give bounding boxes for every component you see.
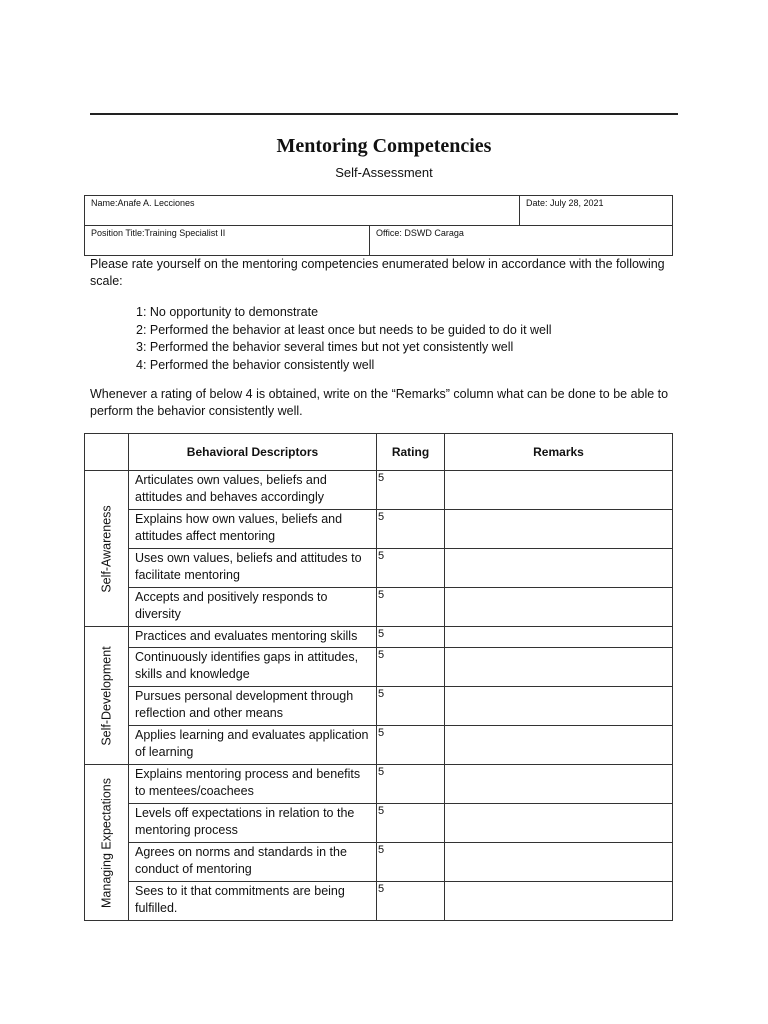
remarks-cell[interactable]: [445, 648, 673, 687]
table-row: [85, 843, 673, 882]
table-row: [85, 726, 673, 765]
rating-cell[interactable]: 5: [377, 471, 445, 510]
category-cell: [85, 471, 129, 627]
remarks-cell[interactable]: [445, 627, 673, 648]
descriptor-cell: Articulates own values, beliefs and attitudes and behaves accordingly: [129, 471, 377, 510]
category-cell: [85, 627, 129, 765]
remarks-cell[interactable]: [445, 882, 673, 921]
date-field: Date: July 28, 2021: [520, 196, 673, 226]
header-category: [85, 434, 129, 471]
remarks-cell[interactable]: [445, 843, 673, 882]
competency-table: [84, 433, 673, 921]
descriptor-cell: Explains mentoring process and benefits to mentees/coachees: [129, 765, 377, 804]
category-label: Self-Awareness: [99, 504, 113, 593]
name-field: Name:Anafe A. Lecciones: [85, 196, 520, 226]
table-row: [85, 648, 673, 687]
rating-cell[interactable]: 5: [377, 510, 445, 549]
header-descriptors: Behavioral Descriptors: [129, 434, 377, 471]
table-row: [85, 627, 673, 648]
rating-cell[interactable]: 5: [377, 804, 445, 843]
descriptor-cell: Sees to it that commitments are being fulfilled.: [129, 882, 377, 921]
descriptor-cell: Continuously identifies gaps in attitudes, skills and knowledge: [129, 648, 377, 687]
scale-item: 3: Performed the behavior several times but not yet consistently well: [136, 340, 514, 354]
rating-cell[interactable]: 5: [377, 882, 445, 921]
descriptor-cell: Levels off expectations in relation to the mentoring process: [129, 804, 377, 843]
rating-cell[interactable]: 5: [377, 648, 445, 687]
descriptor-cell: Explains how own values, beliefs and attitudes affect mentoring: [129, 510, 377, 549]
rating-cell[interactable]: 5: [377, 726, 445, 765]
rating-cell[interactable]: 5: [377, 588, 445, 627]
remarks-note: Whenever a rating of below 4 is obtained, write on the “Remarks” column what can be done to be able to perform the behavior consistently well.: [90, 387, 669, 418]
remarks-cell[interactable]: [445, 804, 673, 843]
header-rule: [90, 113, 678, 115]
scale-item: 2: Performed the behavior at least once but needs to be guided to do it well: [136, 322, 552, 337]
header-remarks: Remarks: [445, 434, 673, 471]
rating-cell[interactable]: 5: [377, 765, 445, 804]
info-table: [84, 195, 673, 256]
table-row: [85, 510, 673, 549]
category-label: Managing Expectations: [99, 777, 113, 908]
remarks-cell[interactable]: [445, 726, 673, 765]
table-row: [85, 765, 673, 804]
descriptor-cell: Uses own values, beliefs and attitudes to facilitate mentoring: [129, 549, 377, 588]
header-rating: Rating: [377, 434, 445, 471]
page-title: Mentoring Competencies: [276, 135, 492, 157]
remarks-cell[interactable]: [445, 687, 673, 726]
descriptor-cell: Agrees on norms and standards in the conduct of mentoring: [129, 843, 377, 882]
remarks-cell[interactable]: [445, 471, 673, 510]
table-row: [85, 804, 673, 843]
category-label: Self-Development: [99, 645, 113, 746]
position-field: Position Title:Training Specialist II: [85, 226, 370, 256]
rating-cell[interactable]: 5: [377, 843, 445, 882]
remarks-cell[interactable]: [445, 510, 673, 549]
rating-cell[interactable]: 5: [377, 627, 445, 648]
rating-cell[interactable]: 5: [377, 687, 445, 726]
descriptor-cell: Pursues personal development through reflection and other means: [129, 687, 377, 726]
category-cell: [85, 765, 129, 921]
descriptor-cell: Accepts and positively responds to diversity: [129, 588, 377, 627]
scale-item: 4: Performed the behavior consistently well: [136, 357, 375, 372]
table-row: [85, 588, 673, 627]
descriptor-cell: Applies learning and evaluates application of learning: [129, 726, 377, 765]
remarks-cell[interactable]: [445, 549, 673, 588]
rating-scale: [136, 304, 552, 374]
table-row: [85, 882, 673, 921]
remarks-cell[interactable]: [445, 588, 673, 627]
page-subtitle: Self-Assessment: [335, 165, 433, 180]
descriptor-cell: Practices and evaluates mentoring skills: [129, 627, 377, 648]
table-row: [85, 687, 673, 726]
table-row: [85, 471, 673, 510]
remarks-cell[interactable]: [445, 765, 673, 804]
scale-item: 1: No opportunity to demonstrate: [136, 305, 319, 319]
rating-cell[interactable]: 5: [377, 549, 445, 588]
table-row: [85, 549, 673, 588]
instructions-intro: Please rate yourself on the mentoring competencies enumerated below in accordance with the following scale:: [90, 257, 665, 288]
office-field: Office: DSWD Caraga: [370, 226, 673, 256]
